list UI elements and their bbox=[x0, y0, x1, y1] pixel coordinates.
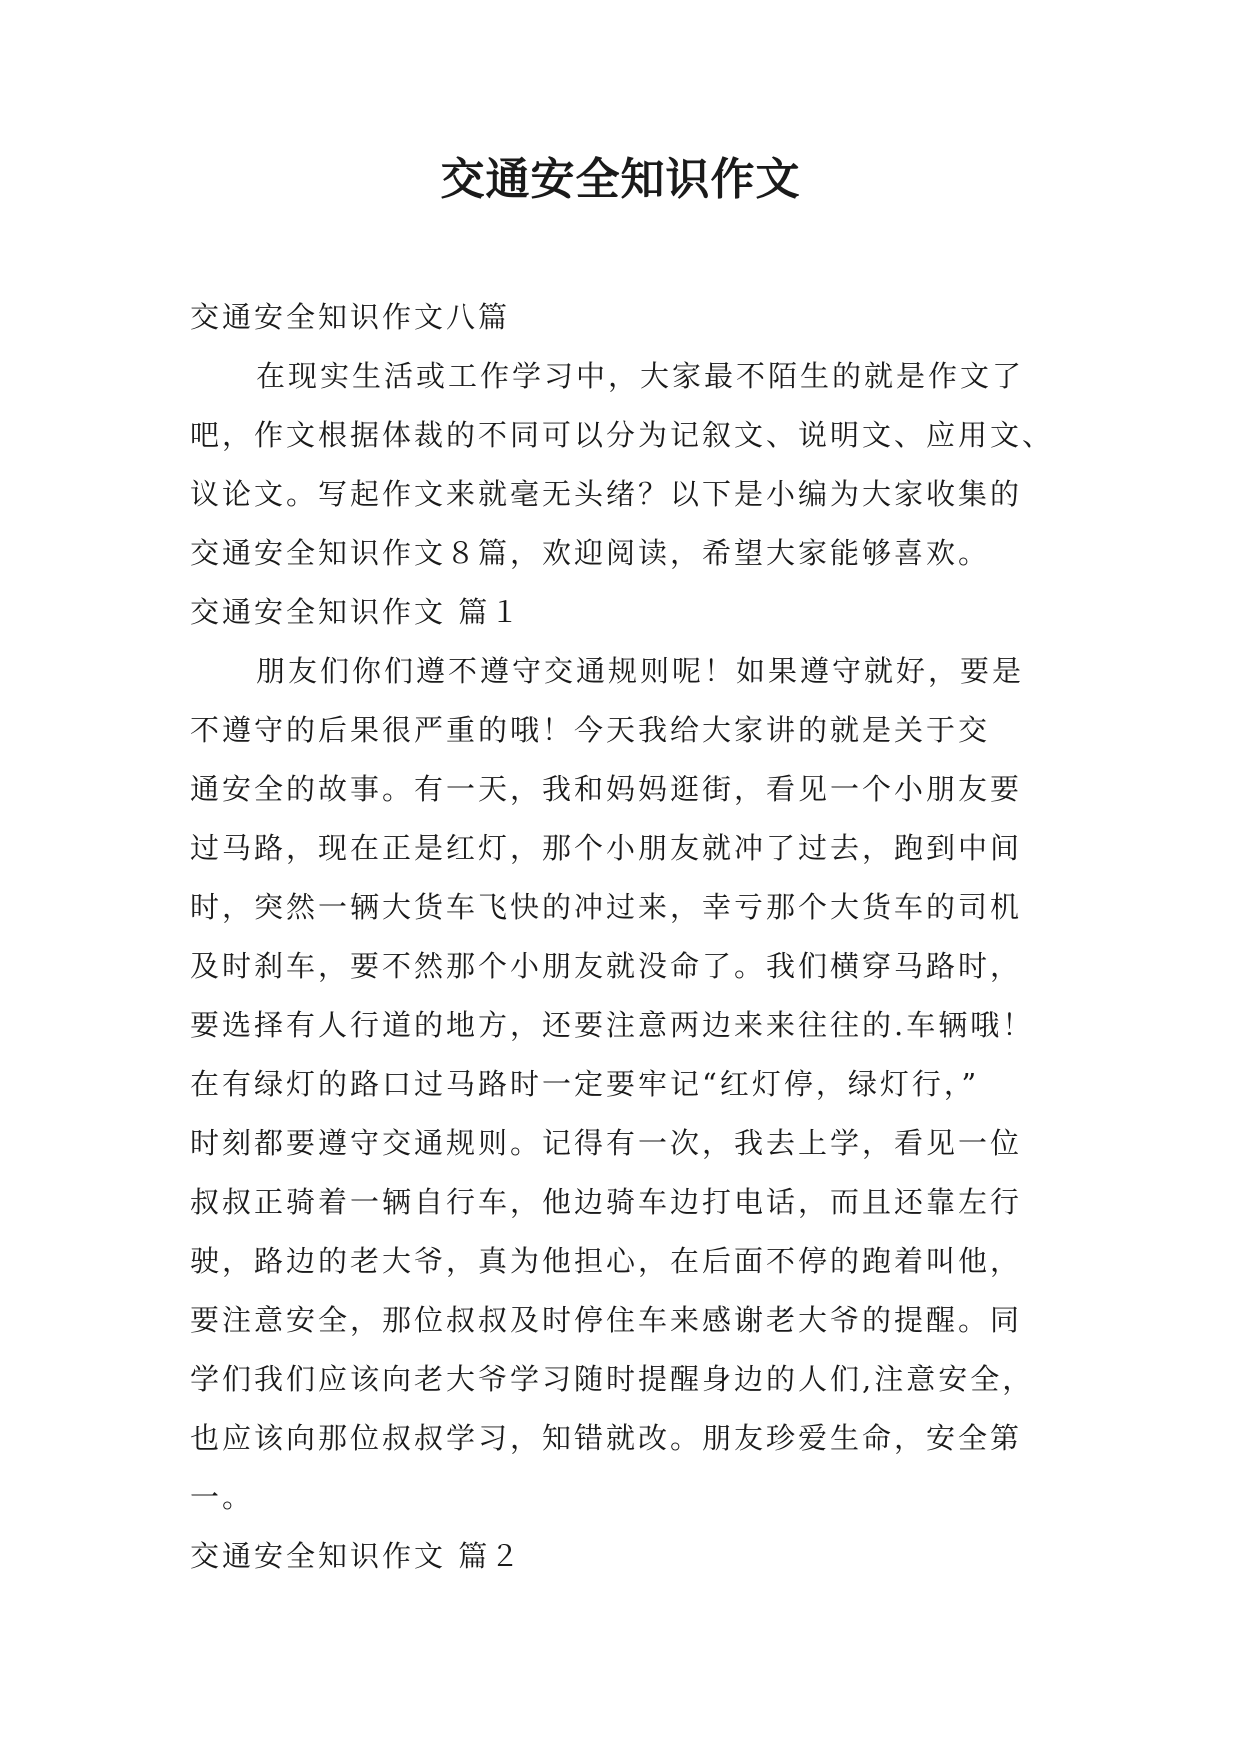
section-1-line: 要注意安全，那位叔叔及时停住车来感谢老大爷的提醒。同 bbox=[190, 1303, 1023, 1337]
section-1-line: 及时刹车，要不然那个小朋友就没命了。我们横穿马路时， bbox=[190, 949, 1023, 983]
document-body bbox=[190, 288, 1060, 1586]
section-1-line: 朋友们你们遵不遵守交通规则呢！如果遵守就好，要是 bbox=[256, 654, 1025, 688]
section-1-title: 交通安全知识作文 篇１ bbox=[190, 595, 523, 629]
intro-line: 交通安全知识作文８篇，欢迎阅读，希望大家能够喜欢。 bbox=[190, 536, 991, 570]
page-title: 交通安全知识作文 bbox=[440, 154, 801, 205]
section-1-line: 时刻都要遵守交通规则。记得有一次，我去上学，看见一位 bbox=[190, 1126, 1023, 1160]
section-1-line: 通安全的故事。有一天，我和妈妈逛街，看见一个小朋友要 bbox=[190, 772, 1023, 806]
section-1-line: 要选择有人行道的地方，还要注意两边来来往往的.车辆哦！ bbox=[190, 1008, 1035, 1042]
intro-line: 议论文。写起作文来就毫无头绪？以下是小编为大家收集的 bbox=[190, 477, 1023, 511]
section-1-line: 学们我们应该向老大爷学习随时提醒身边的人们,注意安全， bbox=[190, 1362, 1035, 1396]
intro-line: 吧，作文根据体裁的不同可以分为记叙文、说明文、应用文、 bbox=[190, 418, 1055, 452]
section-1-line: 在有绿灯的路口过马路时一定要牢记“红灯停，绿灯行，” bbox=[190, 1067, 980, 1101]
heading: 交通安全知识作文八篇 bbox=[190, 300, 511, 334]
section-1-line: 驶，路边的老大爷，真为他担心，在后面不停的跑着叫他， bbox=[190, 1244, 1023, 1278]
intro-line: 在现实生活或工作学习中，大家最不陌生的就是作文了 bbox=[256, 359, 1025, 393]
section-1-line: 过马路，现在正是红灯，那个小朋友就冲了过去，跑到中间 bbox=[190, 831, 1023, 865]
section-1-line: 也应该向那位叔叔学习，知错就改。朋友珍爱生命，安全第 bbox=[190, 1421, 1023, 1455]
section-1-line: 一。 bbox=[190, 1480, 255, 1514]
section-1-line: 时，突然一辆大货车飞快的冲过来，幸亏那个大货车的司机 bbox=[190, 890, 1023, 924]
section-1-line: 叔叔正骑着一辆自行车，他边骑车边打电话，而且还靠左行 bbox=[190, 1185, 1023, 1219]
section-1-line: 不遵守的后果很严重的哦！今天我给大家讲的就是关于交 bbox=[190, 713, 991, 747]
section-2-title: 交通安全知识作文 篇２ bbox=[190, 1539, 523, 1573]
